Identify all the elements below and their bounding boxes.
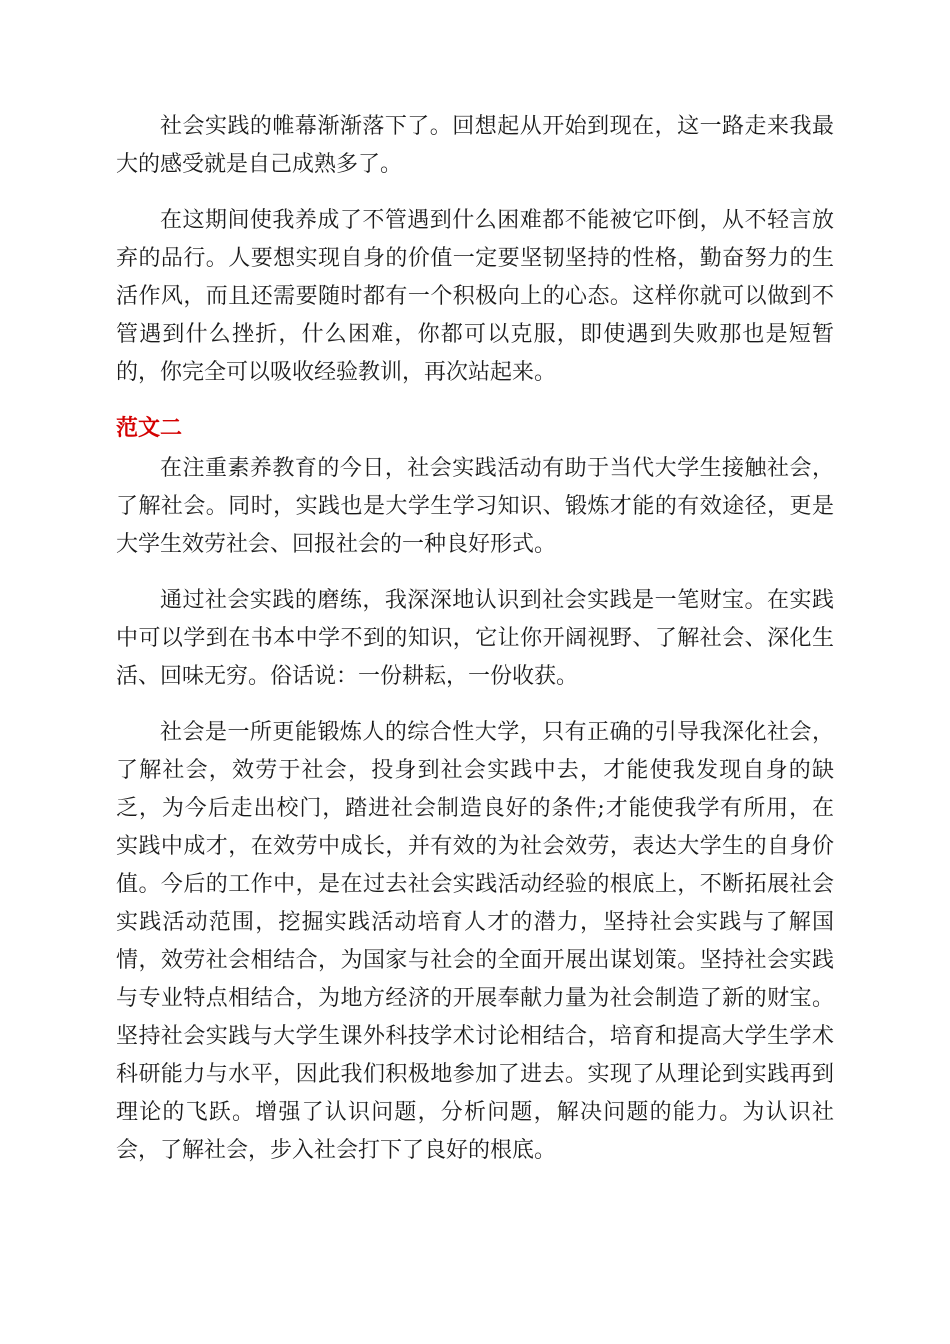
paragraph-line: 值。今后的工作中，是在过去社会实践活动经验的根底上，不断拓展社会: [116, 872, 834, 897]
paragraph-line: 中可以学到在书本中学不到的知识，它让你开阔视野、了解社会、深化生: [116, 626, 834, 651]
paragraph-line: 情，效劳社会相结合，为国家与社会的全面开展出谋划策。坚持社会实践: [116, 948, 834, 973]
paragraph-line: 乏，为今后走出校门，踏进社会制造良好的条件;才能使我学有所用，在: [116, 796, 834, 821]
paragraph-line: 社会是一所更能锻炼人的综合性大学，只有正确的引导我深化社会，: [160, 720, 834, 745]
document-page: [116, 108, 834, 1188]
paragraph-line: 活作风，而且还需要随时都有一个积极向上的心态。这样你就可以做到不: [116, 284, 834, 309]
paragraph-line: 弃的品行。人要想实现自身的价值一定要坚韧坚持的性格，勤奋努力的生: [116, 246, 834, 271]
paragraph-line: 在注重素养教育的今日，社会实践活动有助于当代大学生接触社会，: [160, 456, 834, 481]
paragraph-line: 活、回味无穷。俗话说：一份耕耘，一份收获。: [116, 664, 579, 689]
section-heading: 范文二: [116, 416, 183, 441]
paragraph-line: 实践活动范围，挖掘实践活动培育人才的潜力，坚持社会实践与了解国: [116, 910, 834, 935]
paragraph-line: 通过社会实践的磨练，我深深地认识到社会实践是一笔财宝。在实践: [160, 588, 834, 613]
paragraph-5: [116, 714, 834, 1170]
paragraph-line: 科研能力与水平，因此我们积极地参加了进去。实现了从理论到实践再到: [116, 1062, 834, 1087]
paragraph-line: 会，了解社会，步入社会打下了良好的根底。: [116, 1138, 557, 1163]
paragraph-line: 了解社会。同时，实践也是大学生学习知识、锻炼才能的有效途径，更是: [116, 494, 834, 519]
paragraph-line: 实践中成才，在效劳中成长，并有效的为社会效劳，表达大学生的自身价: [116, 834, 834, 859]
paragraph-2: [116, 202, 834, 392]
paragraph-line: 理论的飞跃。增强了认识问题，分析问题，解决问题的能力。为认识社: [116, 1100, 834, 1125]
paragraph-line: 大学生效劳社会、回报社会的一种良好形式。: [116, 532, 557, 557]
paragraph-line: 在这期间使我养成了不管遇到什么困难都不能被它吓倒，从不轻言放: [160, 208, 834, 233]
paragraph-line: 与专业特点相结合，为地方经济的开展奉献力量为社会制造了新的财宝。: [116, 986, 834, 1011]
paragraph-line: 的，你完全可以吸收经验教训，再次站起来。: [116, 360, 557, 385]
paragraph-3: [116, 450, 834, 564]
paragraph-line: 了解社会，效劳于社会，投身到社会实践中去，才能使我发现自身的缺: [116, 758, 834, 783]
paragraph-line: 社会实践的帷幕渐渐落下了。回想起从开始到现在，这一路走来我最: [160, 114, 834, 139]
paragraph-line: 坚持社会实践与大学生课外科技学术讨论相结合，培育和提高大学生学术: [116, 1024, 834, 1049]
paragraph-line: 管遇到什么挫折，什么困难，你都可以克服，即使遇到失败那也是短暂: [116, 322, 834, 347]
paragraph-line: 大的感受就是自己成熟多了。: [116, 152, 403, 177]
paragraph-4: [116, 582, 834, 696]
paragraph-1: [116, 108, 834, 184]
